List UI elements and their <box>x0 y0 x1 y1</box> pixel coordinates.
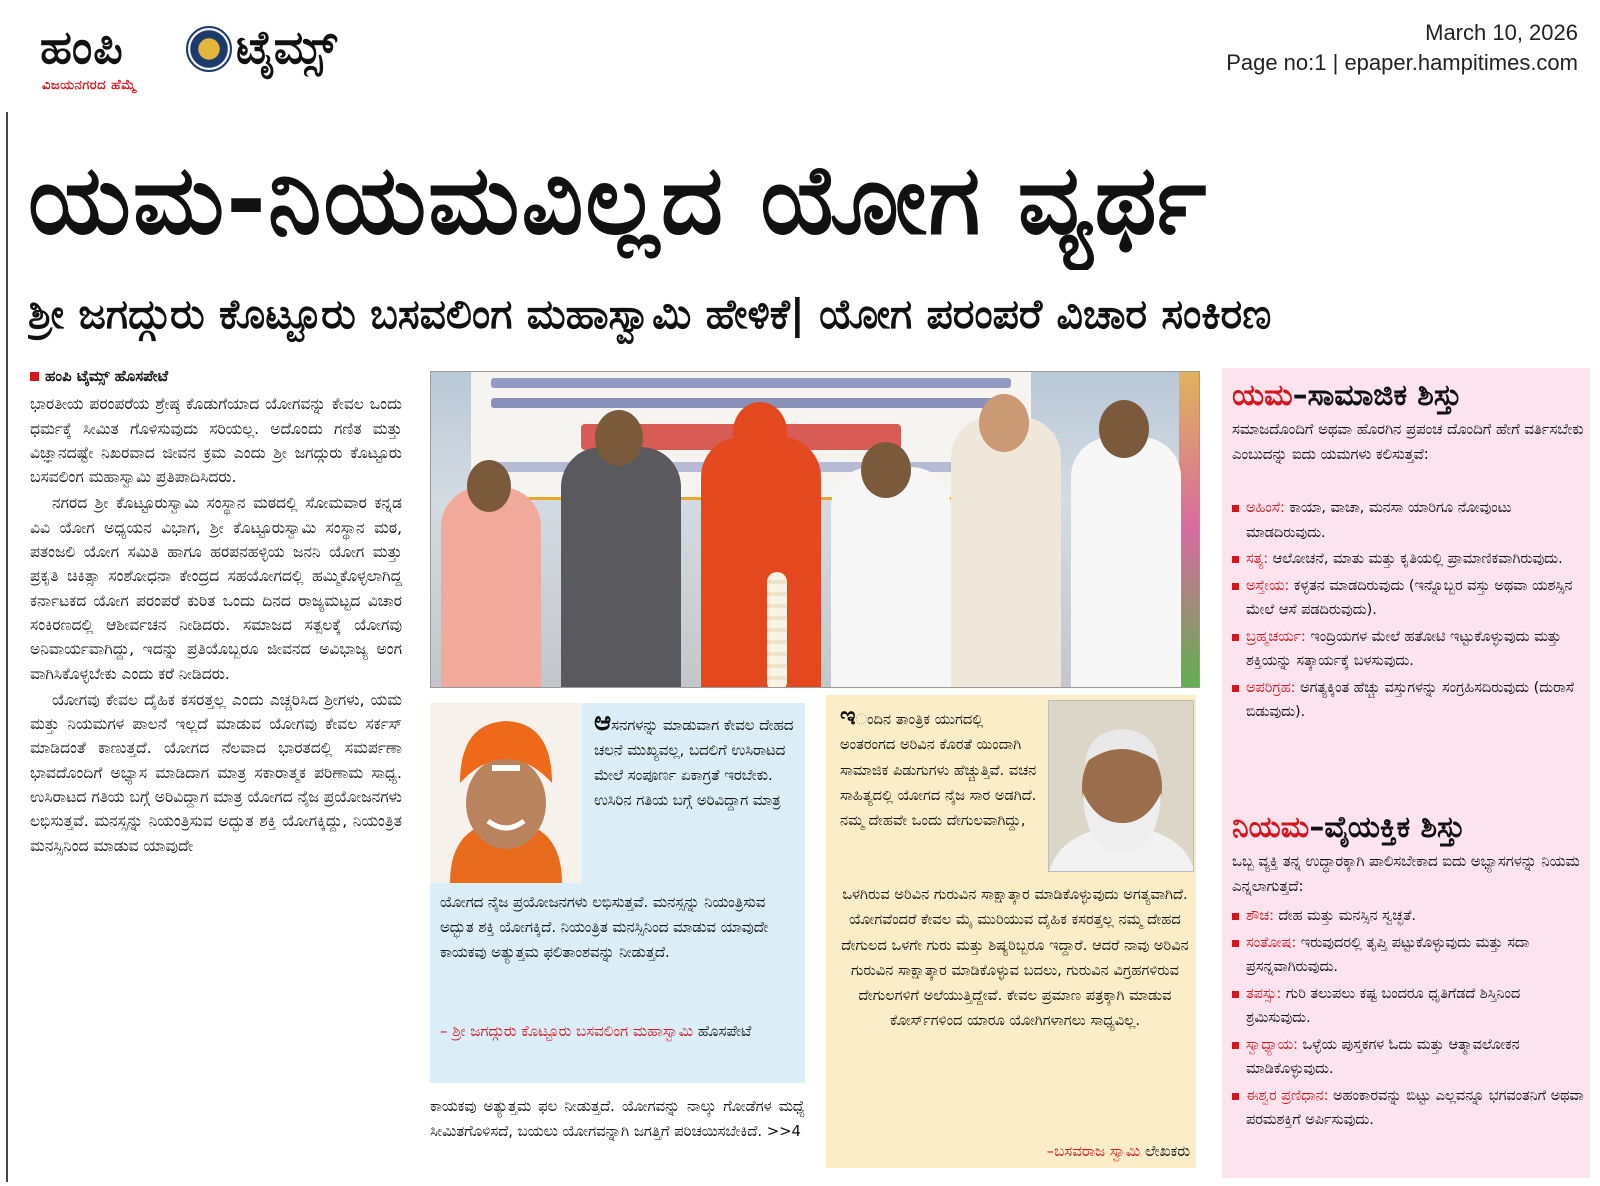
item-term: ಶೌಚ: <box>1246 908 1274 924</box>
yama-list <box>1232 496 1584 727</box>
bullet-square-icon <box>1232 685 1239 692</box>
bullet-square-icon <box>1232 583 1239 590</box>
list-item <box>1232 904 1584 929</box>
dropcap: ಆ <box>594 707 612 737</box>
list-item <box>1232 982 1584 1031</box>
person-head <box>733 402 787 462</box>
banner-text-line <box>491 378 1011 388</box>
bullet-square-icon <box>1232 505 1239 512</box>
quote-attribution-name: – ಶ್ರೀ ಜಗದ್ಗುರು ಕೊಟ್ಟೂರು ಬಸವಲಿಂಗ ಮಹಾಸ್ವಾಮಿ <box>440 1022 694 1040</box>
niyama-intro: ಒಬ್ಬ ವ್ಯಕ್ತಿ ತನ್ನ ಉದ್ಧಾರಕ್ಕಾಗಿ ಪಾಲಿಸಬೇಕಾದ ಐದು ಅಭ್ಯಾಸಗಳನ್ನು ನಿಯಮ ಎನ್ನಲಾಗುತ್ತದೆ: <box>1232 853 1580 895</box>
yama-title-rest: –ಸಾಮಾಜಿಕ ಶಿಸ್ತು <box>1292 378 1462 413</box>
yama-intro: ಸಮಾಜದೊಂದಿಗೆ ಅಥವಾ ಹೊರಗಿನ ಪ್ರಪಂಚ ದೊಂದಿಗೆ ಹೇಗೆ ವರ್ತಿಸಬೇಕು ಎಂಬುದನ್ನು ಐದು ಯಮಗಳು ಕಲಿಸುತ್ತವೆ: <box>1232 421 1584 463</box>
item-term: ಬ್ರಹ್ಮಚರ್ಯ: <box>1246 628 1306 645</box>
item-term: ತಪಸ್ಸು: <box>1246 985 1282 1002</box>
item-text: ಕಾಯಾ, ವಾಚಾ, ಮನಸಾ ಯಾರಿಗೂ ನೋವುಂಟು ಮಾಡದಿರುವುದು. <box>1246 500 1512 541</box>
item-term: ಸ್ವಾಧ್ಯಾಯ: <box>1246 1036 1298 1053</box>
niyama-title-rest: –ವೈಯಕ್ತಿಕ ಶಿಸ್ತು <box>1309 810 1466 845</box>
yama-title <box>1232 376 1584 416</box>
author-attribution-name: –ಬಸವರಾಜ ಸ್ವಾಮಿ <box>1046 1142 1141 1160</box>
list-item <box>1232 931 1584 980</box>
person-head <box>1099 400 1149 458</box>
item-term: ಈಶ್ವರ ಪ್ರಣಿಧಾನ: <box>1246 1087 1329 1104</box>
person-head <box>595 410 643 466</box>
author-attribution <box>840 1142 1190 1160</box>
item-term: ಅಹಿಂಸೆ: <box>1246 500 1285 516</box>
logo-text-left: ಹಂಪಿ <box>40 20 124 74</box>
swamiji-portrait-image <box>430 703 582 883</box>
page-info[interactable]: Page no:1 | epaper.hampitimes.com <box>1226 50 1578 75</box>
article-paragraph: ಭಾರತೀಯ ಪರಂಪರೆಯ ಶ್ರೇಷ್ಠ ಕೊಡುಗೆಯಾದ ಯೋಗವನ್ನು ಕೇವಲ ಒಂದು ಧರ್ಮಕ್ಕೆ ಸೀಮಿತ ಗೊಳಿಸುವುದು ಸರಿಯಲ್ಲ. ಅದೊಂದು ಗಣಿತ ಮತ್ತು ವಿಜ್ಞಾನದಷ್ಟೇ ನಿಖರವಾದ ಜೀವನ ಕ್ರಮ ಎಂದು ಶ್ರೀ ಜಗದ್ಗುರು ಕೊಟ್ಟೂರು ಬಸವಲಿಂಗ ಮಹಾಸ್ವಾಮಿ ಪ್ರತಿಪಾದಿಸಿದರು. <box>30 395 402 487</box>
dropcap: ಇ <box>840 702 856 730</box>
item-text: ಇರುವುದರಲ್ಲಿ ತೃಪ್ತಿ ಪಟ್ಟುಕೊಳ್ಳುವುದು ಮತ್ತು ಸದಾ ಪ್ರಸನ್ನವಾಗಿರುವುದು. <box>1246 934 1530 975</box>
person-figure <box>441 487 541 687</box>
list-item <box>1232 547 1584 572</box>
bullet-square-icon <box>1232 1093 1239 1100</box>
logo-tagline: ವಿಜಯನಗರದ ಹೆಮ್ಮೆ <box>42 78 137 93</box>
quote-text-top-body: ಸನಗಳನ್ನು ಮಾಡುವಾಗ ಕೇವಲ ದೇಹದ ಚಲನೆ ಮುಖ್ಯವಲ್ಲ, ಬದಲಿಗೆ ಉಸಿರಾಟದ ಮೇಲೆ ಸಂಪೂರ್ಣ ಏಕಾಗ್ರತೆ ಇರಬೇಕು. ಉಸಿರಿನ ಗತಿಯ ಬಗ್ಗೆ ಅರಿವಿದ್ದಾಗ ಮಾತ್ರ <box>594 717 794 809</box>
bullet-square-icon <box>1232 991 1239 998</box>
byline-text: ಹಂಪಿ ಟೈಮ್ಸ್ ಹೊಸಪೇಟೆ <box>45 367 169 385</box>
item-text: ದೇಹ ಮತ್ತು ಮನಸ್ಸಿನ ಸ್ವಚ್ಛತೆ. <box>1273 908 1416 924</box>
item-text: ಅಹಂಕಾರವನ್ನು ಬಿಟ್ಟು ಎಲ್ಲವನ್ನೂ ಭಗವಂತನಿಗೆ ಅಥವಾ ಪರಮಶಕ್ತಿಗೆ ಅರ್ಪಿಸುವುದು. <box>1246 1087 1584 1128</box>
item-term: ಸತ್ಯ: <box>1246 551 1269 567</box>
author-portrait <box>1048 700 1194 872</box>
yama-title-red: ಯಮ <box>1232 378 1293 413</box>
article-paragraph: ಯೋಗವು ಕೇವಲ ದೈಹಿಕ ಕಸರತ್ತಲ್ಲ ಎಂದು ಎಚ್ಚರಿಸಿದ ಶ್ರೀಗಳು, ಯಮ ಮತ್ತು ನಿಯಮಗಳ ಪಾಲನೆ ಇಲ್ಲದೆ ಮಾಡುವ ಯೋಗವು ಕೇವಲ ಸರ್ಕಸ್ ಮಾಡಿದಂತೆ ಕಾಣುತ್ತದೆ. ಯೋಗದ ನೆಲವಾದ ಭಾರತದಲ್ಲಿ ಸಮರ್ಪಣಾ ಭಾವದೊಂದಿಗೆ ಅಭ್ಯಾಸ ಮಾಡಿದಾಗ ಮಾತ್ರ ಸಕಾರಾತ್ಮಕ ಪರಿಣಾಮ ಸಾಧ್ಯ. ಉಸಿರಾಟದ ಗತಿಯ ಬಗ್ಗೆ ಅರಿವಿದ್ದಾಗ ಮಾತ್ರ ಯೋಗದ ನೈಜ ಪ್ರಯೋಜನಗಳು ಲಭಿಸುತ್ತವೆ. ಮನಸ್ಸನ್ನು ನಿಯಂತ್ರಿಸುವ ಅದ್ಭುತ ಶಕ್ತಿ ಯೋಗಕ್ಕಿದ್ದು, ನಿಯಂತ್ರಿತ ಮನಸ್ಸಿನಿಂದ ಮಾಡುವ ಯಾವುದೇ <box>30 690 402 855</box>
item-text: ಕಳ್ಳತನ ಮಾಡದಿರುವುದು (ಇನ್ನೊಬ್ಬರ ವಸ್ತು ಅಥವಾ ಯಶಸ್ಸಿನ ಮೇಲೆ ಆಸೆ ಪಡದಿರುವುದು). <box>1246 577 1573 618</box>
bullet-square-icon <box>1232 1042 1239 1049</box>
byline <box>30 364 402 388</box>
subheadline: ಶ್ರೀ ಜಗದ್ಗುರು ಕೊಟ್ಟೂರು ಬಸವಲಿಂಗ ಮಹಾಸ್ವಾಮಿ ಹೇಳಿಕೆ| ಯೋಗ ಪರಂಪರೆ ವಿಚಾರ ಸಂಕಿರಣ <box>28 290 1272 338</box>
item-text: ಒಳ್ಳೆಯ ಪುಸ್ತಕಗಳ ಓದು ಮತ್ತು ಆತ್ಮಾವಲೋಕನ ಮಾಡಿಕೊಳ್ಳುವುದು. <box>1246 1036 1520 1077</box>
item-term: ಅಸ್ತೇಯ: <box>1246 577 1290 594</box>
quote-text-top <box>594 707 798 813</box>
edition-date: March 10, 2026 <box>1425 20 1578 45</box>
bullet-square-icon <box>1232 634 1239 641</box>
edition-meta <box>1226 18 1578 78</box>
list-item <box>1232 625 1584 674</box>
logo-text-right: ಟೈಮ್ಸ್ <box>236 20 338 74</box>
list-item <box>1232 496 1584 545</box>
author-attribution-role: ಲೇಖಕರು <box>1144 1142 1190 1160</box>
person-head <box>861 442 911 498</box>
quote-attribution-place: ಹೊಸಪೇಟೆ <box>697 1022 752 1040</box>
garland <box>767 572 787 688</box>
author-quote-top <box>840 704 1040 833</box>
quote-attribution <box>440 1018 798 1044</box>
niyama-list <box>1232 904 1584 1135</box>
left-margin-rule <box>6 112 8 1182</box>
list-item <box>1232 574 1584 623</box>
author-quote-bottom: ಒಳಗಿರುವ ಅರಿವಿನ ಗುರುವಿನ ಸಾಕ್ಷಾತ್ಕಾರ ಮಾಡಿಕೊಳ್ಳುವುದು ಅಗತ್ಯವಾಗಿದೆ. ಯೋಗವೆಂದರೆ ಕೇವಲ ಮೈ ಮುರಿಯುವ ದೈಹಿಕ ಕಸರತ್ತಲ್ಲ ನಮ್ಮ ದೇಹದ ದೇಗುಲದ ಒಳಗೇ ಗುರು ಮತ್ತು ಶಿಷ್ಯರಿಬ್ಬರೂ ಇದ್ದಾರೆ. ಆದರೆ ನಾವು ಅರಿವಿನ ಗುರುವಿನ ಸಾಕ್ಷಾತ್ಕಾರ ಮಾಡಿಕೊಳ್ಳುವ ಬದಲು, ಗುರುವಿನ ವಿಗ್ರಹಗಳಿರುವ ದೇಗುಲಗಳಿಗೆ ಅಲೆಯುತ್ತಿದ್ದೇವೆ. ಕೇವಲ ಪ್ರಮಾಣ ಪತ್ರಕ್ಕಾಗಿ ಮಾಡುವ ಕೋರ್ಸ್‌ಗಳಿಂದ ಯಾರೂ ಯೋಗಿಗಳಾಗಲು ಸಾಧ್ಯವಿಲ್ಲ. <box>841 886 1189 1030</box>
list-item <box>1232 1084 1584 1133</box>
bullet-square-icon <box>1232 556 1239 563</box>
niyama-title <box>1232 808 1584 848</box>
item-text: ಇಂದ್ರಿಯಗಳ ಮೇಲೆ ಹತೋಟಿ ಇಟ್ಟುಕೊಳ್ಳುವುದು ಮತ್ತು ಶಕ್ತಿಯನ್ನು ಸತ್ಕಾರ್ಯಕ್ಕೆ ಬಳಸುವುದು. <box>1246 628 1562 669</box>
photo-decoration <box>1179 372 1199 687</box>
bullet-square-icon <box>1232 940 1239 947</box>
bullet-square-icon <box>1232 913 1239 920</box>
quote-text-bottom: ಯೋಗದ ನೈಜ ಪ್ರಯೋಜನಗಳು ಲಭಿಸುತ್ತವೆ. ಮನಸ್ಸನ್ನು ನಿಯಂತ್ರಿಸುವ ಅದ್ಭುತ ಶಕ್ತಿ ಯೋಗಕ್ಕಿದೆ. ನಿಯಂತ್ರಿತ ಮನಸ್ಸಿನಿಂದ ಮಾಡುವ ಯಾವುದೇ ಕಾಯಕವು ಅತ್ಯುತ್ತಮ ಫಲಿತಾಂಶವನ್ನು ನೀಡುತ್ತದೆ. <box>440 894 769 961</box>
article-continued: ಕಾಯಕವು ಅತ್ಯುತ್ತಮ ಫಲ ನೀಡುತ್ತದೆ. ಯೋಗವನ್ನು ನಾಲ್ಕು ಗೋಡೆಗಳ ಮಧ್ಯೆ ಸೀಮಿತಗೊಳಿಸದೆ, ಬಯಲು ಯೋಗವನ್ನಾಗಿ ಜಗತ್ತಿಗೆ ಪರಿಚಯಿಸಬೇಕಿದೆ. >>4 <box>430 1098 805 1140</box>
person-head <box>979 394 1029 452</box>
niyama-title-red: ನಿಯಮ <box>1232 810 1310 845</box>
person-head <box>467 460 511 512</box>
item-term: ಅಪರಿಗ್ರಹ: <box>1246 679 1296 696</box>
list-item <box>1232 1033 1584 1082</box>
item-text: ಗುರಿ ತಲುಪಲು ಕಷ್ಟ ಬಂದರೂ ಧೃತಿಗೆಡದೆ ಶಿಸ್ತಿನಿಂದ ಶ್ರಮಿಸುವುದು. <box>1246 985 1521 1026</box>
item-text: ಅಗತ್ಯಕ್ಕಿಂತ ಹೆಚ್ಚು ವಸ್ತುಗಳನ್ನು ಸಂಗ್ರಹಿಸದಿರುವುದು (ದುರಾಸೆ ಬಿಡುವುದು). <box>1246 679 1574 720</box>
author-portrait-image <box>1049 701 1194 872</box>
person-figure <box>831 467 951 687</box>
item-text: ಆಲೋಚನೆ, ಮಾತು ಮತ್ತು ಕೃತಿಯಲ್ಲಿ ಪ್ರಾಮಾಣಿಕವಾಗಿರುವುದು. <box>1268 551 1563 567</box>
headline: ಯಮ-ನಿಯಮವಿಲ್ಲದ ಯೋಗ ವ್ಯರ್ಥ <box>28 144 1209 256</box>
item-term: ಸಂತೋಷ: <box>1246 934 1297 951</box>
article-paragraph: ನಗರದ ಶ್ರೀ ಕೊಟ್ಟೂರುಸ್ವಾಮಿ ಸಂಸ್ಥಾನ ಮಠದಲ್ಲಿ ಸೋಮವಾರ ಕನ್ನಡ ವಿವಿ ಯೋಗ ಅಧ್ಯಯನ ವಿಭಾಗ, ಶ್ರೀ ಕೊಟ್ಟೂರುಸ್ವಾಮಿ ಸಂಸ್ಥಾನ ಮಠ, ಪತಂಜಲಿ ಯೋಗ ಸಮಿತಿ ಹಾಗೂ ಹರಪನಹಳ್ಳಿಯ ಜನನಿ ಯೋಗ ಮತ್ತು ಪ್ರಕೃತಿ ಚಿಕಿತ್ಸಾ ಸಂಶೋಧನಾ ಕೇಂದ್ರದ ಸಹಯೋಗದಲ್ಲಿ ಹಮ್ಮಿಕೊಳ್ಳಲಾಗಿದ್ದ ಕರ್ನಾಟಕದ ಯೋಗ ಪರಂಪರೆ ಕುರಿತ ಒಂದು ದಿನದ ರಾಜ್ಯಮಟ್ಟದ ವಿಚಾರ ಸಂಕಿರಣದಲ್ಲಿ ಆಶೀರ್ವಚನ ನೀಡಿದರು. ಸಮಾಜದ ಸತ್ಪಲಕ್ಕೆ ಯೋಗವು ಅನಿವಾರ್ಯವಾಗಿದ್ದು, ಇದನ್ನು ಪ್ರತಿಯೊಬ್ಬರೂ ಜೀವನದ ಅವಿಭಾಜ್ಯ ಅಂಗ ವಾಗಿಸಿಕೊಳ್ಳಬೇಕು ಎಂದು ಕರೆ ನೀಡಿದರು. <box>30 494 402 683</box>
bullet-square-icon <box>30 372 39 381</box>
person-figure <box>951 417 1061 687</box>
person-figure <box>1071 437 1181 687</box>
event-photo <box>430 371 1200 688</box>
hampi-times-logo[interactable] <box>40 16 400 96</box>
list-item <box>1232 676 1584 725</box>
author-quote-top-body: ಂದಿನ ತಾಂತ್ರಿಕ ಯುಗದಲ್ಲಿ ಅಂತರಂಗದ ಅರಿವಿನ ಕೊರತೆ ಯಿಂದಾಗಿ ಸಾಮಾಜಿಕ ಪಿಡುಗುಗಳು ಹೆಚ್ಚುತ್ತಿವೆ. ವಚನ ಸಾಹಿತ್ಯದಲ್ಲಿ ಯೋಗದ ನೈಜ ಸಾರ ಅಡಗಿದೆ. ನಮ್ಮ ದೇಹವೇ ಒಂದು ದೇಗುಲವಾಗಿದ್ದು, <box>840 711 1037 830</box>
masthead <box>0 0 1600 108</box>
swamiji-portrait <box>430 703 582 883</box>
person-figure <box>561 447 681 687</box>
person-figure <box>701 437 821 687</box>
logo-seal-icon <box>186 26 232 72</box>
article-body <box>30 364 402 1180</box>
